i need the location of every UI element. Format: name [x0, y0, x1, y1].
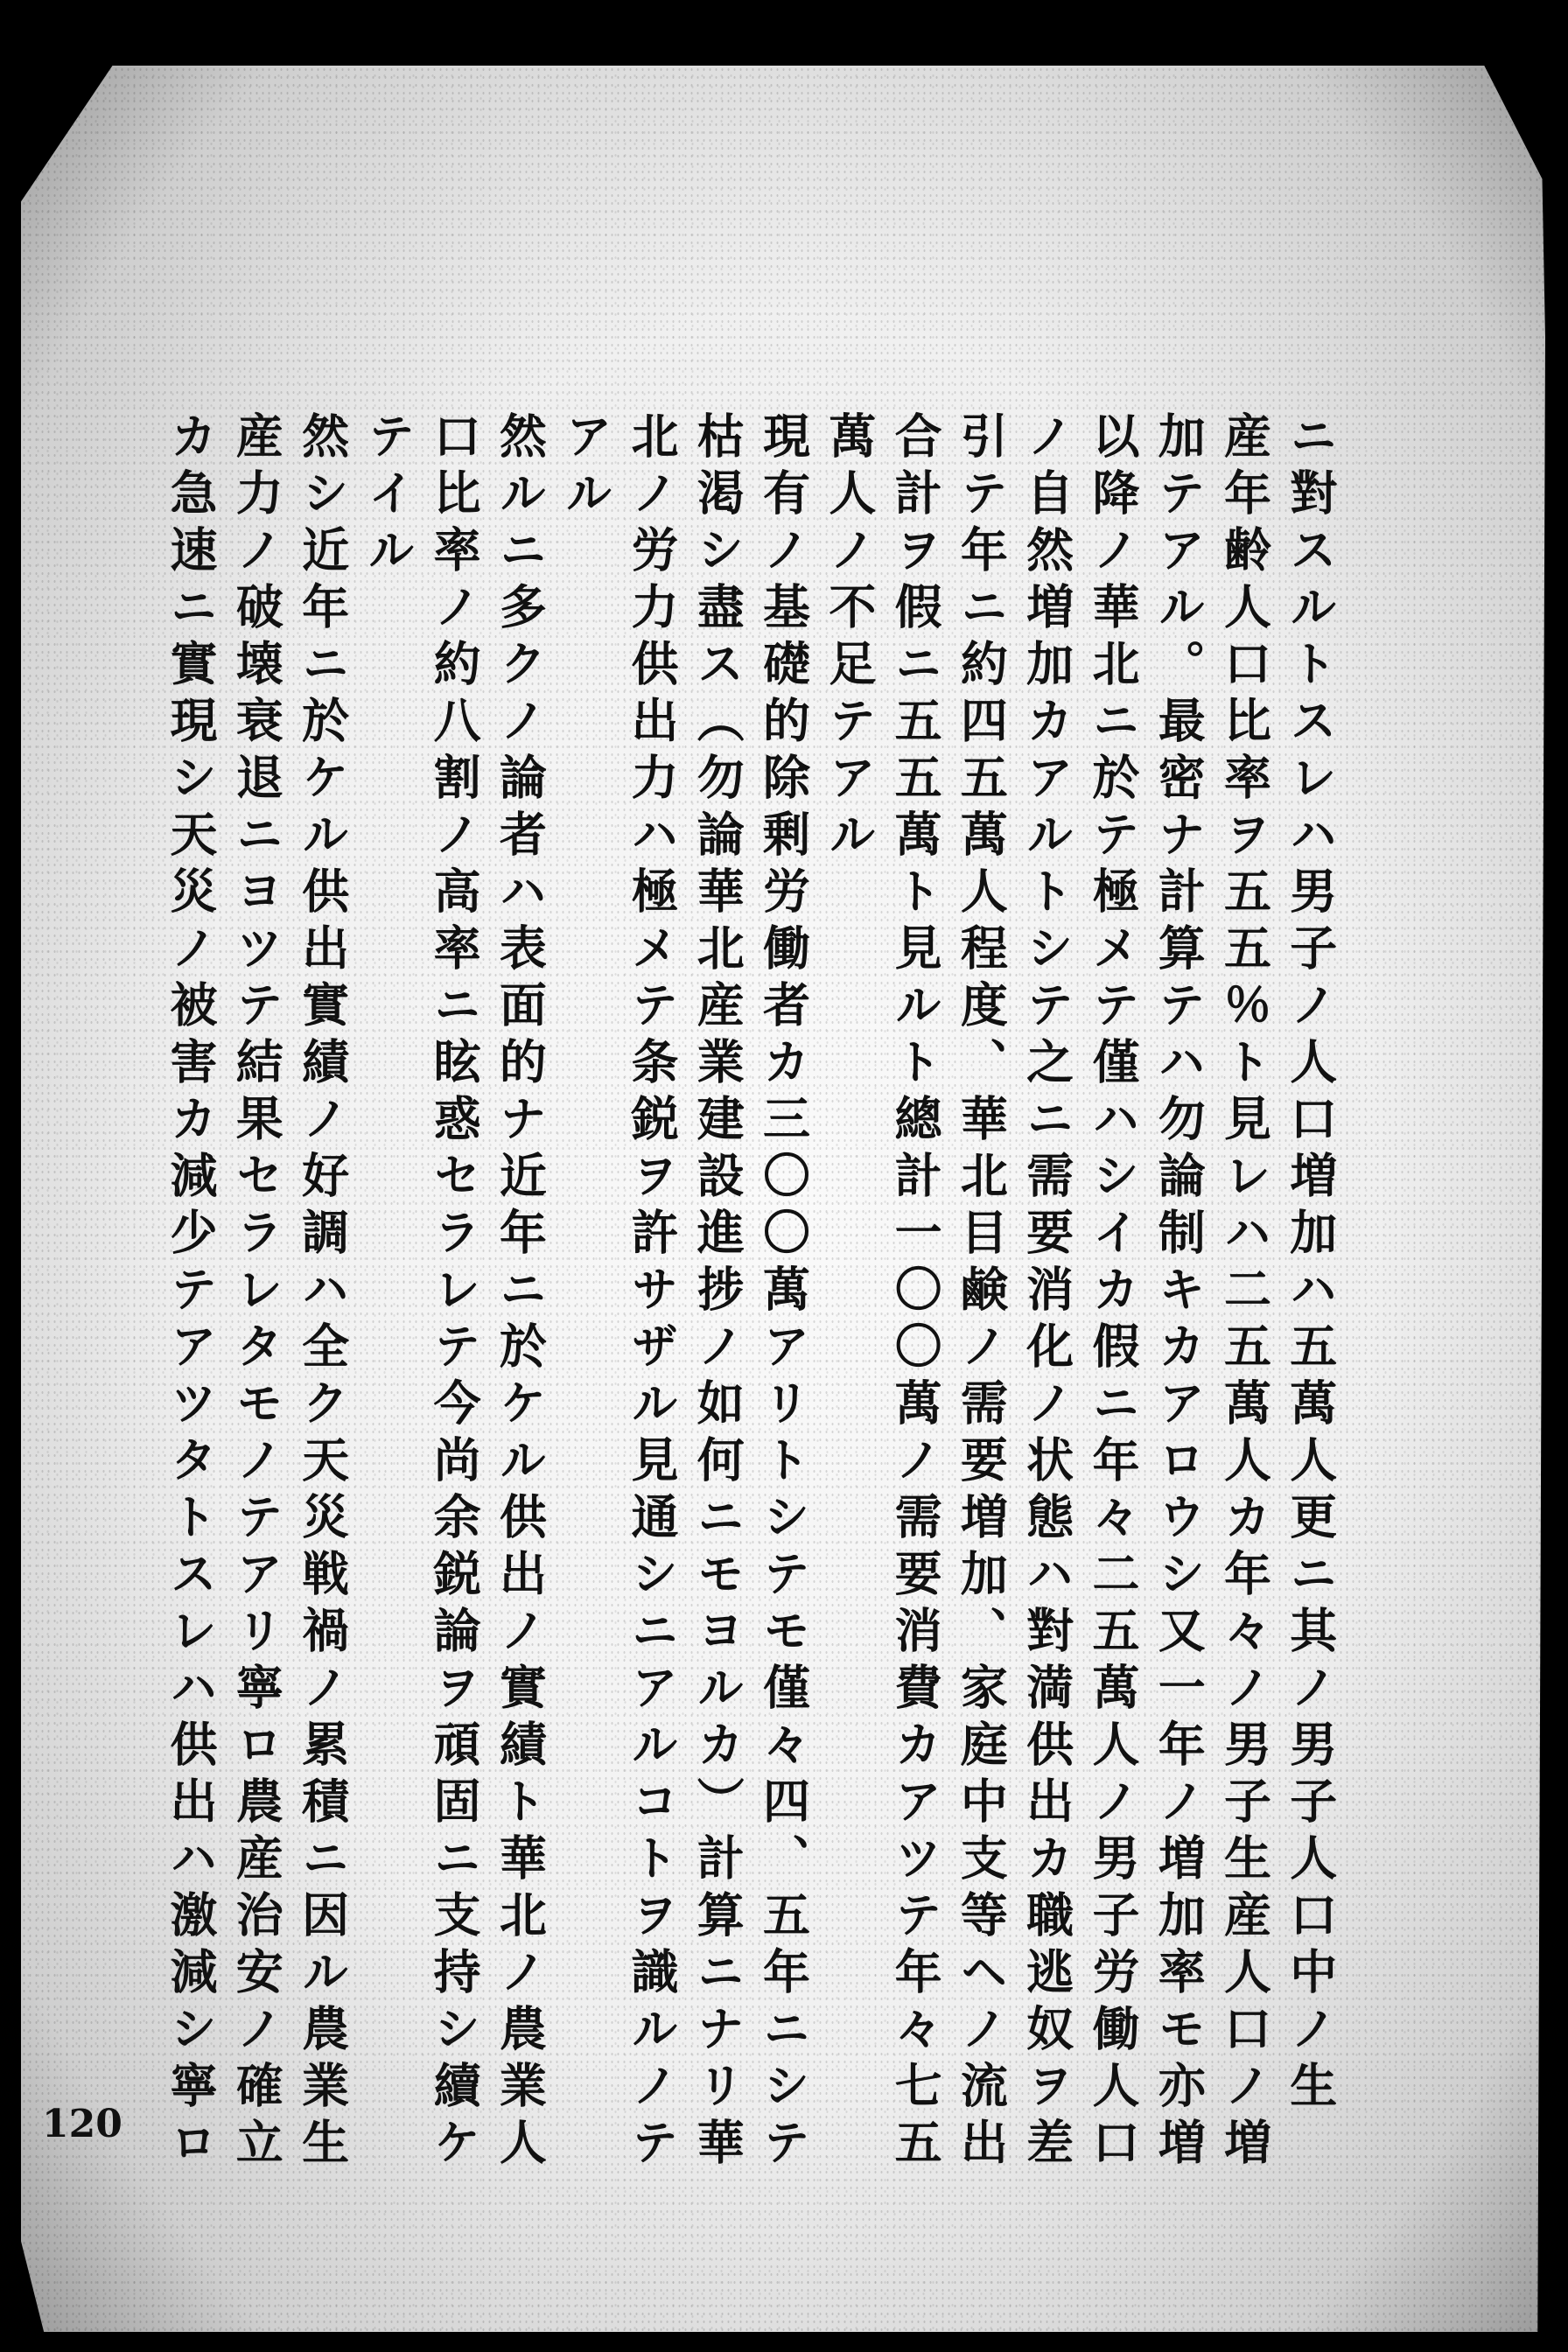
text-column: 以降ノ華北ニ於テ極メテ僅ハシイカ假ニ年々二五萬人ノ男子労働人口 — [1084, 411, 1141, 2174]
text-column: 口比率ノ約八割ノ高率ニ眩惑セラレテ今尚余鋭論ヲ頑固ニ支持シ續ケ — [426, 411, 483, 2174]
text-column: テイル — [360, 411, 416, 582]
text-column: 北ノ労力供出力ハ極メテ条鋭ヲ許サザル見通シニアルコトヲ識ルノテ — [623, 411, 680, 2174]
text-column: ニ對スルトスレハ男子ノ人口増加ハ五萬人更ニ其ノ男子人口中ノ生 — [1282, 411, 1339, 2118]
text-column: 萬人ノ不足テアル — [821, 411, 878, 866]
text-column: 然ルニ多クノ論者ハ表面的ナ近年ニ於ケル供出ノ實績ト華北ノ農業人 — [492, 411, 549, 2174]
text-column: 現有ノ基礎的除剰労働者カ三〇〇萬アリトシテモ僅々四、五年ニシテ — [755, 411, 812, 2174]
text-column: アル — [557, 411, 614, 525]
text-column: 産年齢人口比率ヲ五五％ト見レハ二五萬人カ年々ノ男子生産人口ノ増 — [1216, 411, 1273, 2174]
text-column: 加テアル。最密ナ計算テハ勿論制キカアロウシ又一年ノ増加率モ亦増 — [1151, 411, 1208, 2174]
text-column: ノ自然増加カアルトシテ之ニ需要消化ノ状態ハ對満供出カ職逃奴ヲ差 — [1018, 411, 1075, 2174]
text-column: 引テ年ニ約四五萬人程度、華北目鹸ノ需要増加、家庭中支等ヘノ流出 — [953, 411, 1010, 2174]
page-number: 120 — [42, 2102, 122, 2146]
text-column: 枯渇シ盡ス（勿論華北産業建設進捗ノ如何ニモヨルカ）計算ニナリ華 — [690, 411, 746, 2174]
text-columns — [162, 411, 1339, 2174]
text-column: カ急速ニ實現シ天災ノ被害カ減少テアツタトスレハ供出ハ激減シ寧ロ — [163, 411, 219, 2174]
text-column: 産力ノ破壊衰退ニヨツテ結果セラレタモノテアリ寧ロ農産治安ノ確立 — [228, 411, 285, 2174]
text-column: 然シ近年ニ於ケル供出實績ノ好調ハ全ク天災戦禍ノ累積ニ因ル農業生 — [294, 411, 351, 2174]
text-column: 合計ヲ假ニ五五萬ト見ルト總計一〇〇萬ノ需要消費カアツテ年々七五 — [887, 411, 944, 2174]
